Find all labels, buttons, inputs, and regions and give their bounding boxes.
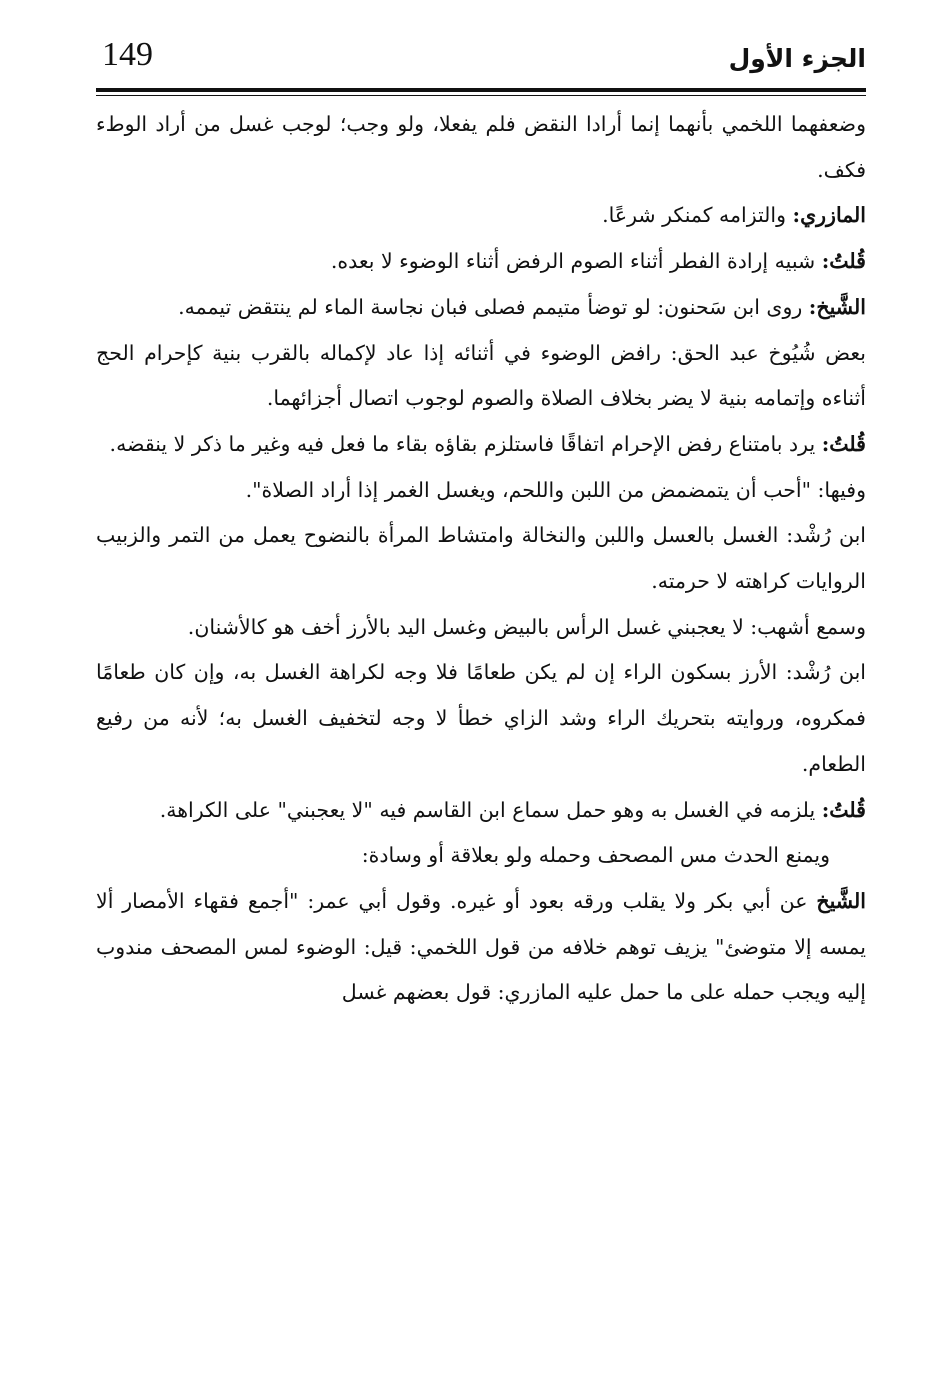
paragraph [96, 605, 866, 651]
document-page [96, 30, 866, 1016]
paragraph-text: ويمنع الحدث مس المصحف وحمله ولو بعلاقة أو وسادة: [361, 843, 830, 868]
paragraph-text: عن أبي بكر ولا يقلب ورقه بعود أو غيره. وقول أبي عمر: "أجمع فقهاء الأمصار ألا يمسه إلا متوضئ" يزيف توهم خلافه من قول اللخمي: قيل: الوضوء لمس المصحف مندوب إليه ويجب حمله على ما حمل عليه المازري: قول بعضهم غسل [96, 888, 866, 1005]
paragraph-lead: قُلتُ: [821, 431, 866, 456]
paragraph [96, 513, 866, 604]
paragraph-text: والتزامه كمنكر شرعًا. [602, 203, 793, 228]
paragraph [96, 102, 866, 193]
paragraph-text: بعض شُيُوخ عبد الحق: رافض الوضوء في أثنائه إذا عاد لإكماله بالقرب بنية كإحرام الحج أثناءه وإتمامه بنية لا يضر بخلاف الصلاة والصوم لوجوب اتصال أجزائهما. [96, 340, 866, 411]
paragraph-text: ابن رُشْد: الغسل بالعسل واللبن والنخالة وامتشاط المرأة بالنضوح يعمل من التمر والزبيب الروايات كراهته لا حرمته. [96, 523, 866, 594]
paragraph-text: وضعفهما اللخمي بأنهما إنما أرادا النقض فلم يفعلا، ولو وجب؛ لوجب غسل من أراد الوطء فكف. [96, 112, 866, 182]
paragraph-text: وفيها: "أحب أن يتمضمض من اللبن واللحم، ويغسل الغمر إذا أراد الصلاة". [245, 477, 866, 502]
page-header [96, 30, 866, 88]
paragraph-lead: الشَّيخ [816, 888, 866, 913]
header-rule-thin [96, 95, 866, 96]
paragraph [96, 239, 866, 285]
paragraph-text: يلزمه في الغسل به وهو حمل سماع ابن القاسم فيه "لا يعجبني" على الكراهة. [159, 797, 822, 822]
paragraph-lead: الشَّيخ: [808, 294, 866, 319]
paragraph [96, 879, 866, 1016]
paragraph [96, 468, 866, 514]
paragraph-lead: المازري: [792, 203, 866, 228]
running-title: الجزء الأول [728, 44, 866, 73]
paragraph-text: روى ابن سَحنون: لو توضأ متيمم فصلى فبان نجاسة الماء لم ينتقض تيممه. [178, 294, 809, 319]
paragraph [96, 788, 866, 834]
paragraph-lead: قُلتُ: [821, 249, 866, 274]
paragraph [96, 833, 866, 879]
paragraph [96, 650, 866, 787]
paragraph-text: وسمع أشهب: لا يعجبني غسل الرأس بالبيض وغسل اليد بالأرز أخف هو كالأشنان. [187, 614, 866, 639]
paragraph-text: ابن رُشْد: الأرز بسكون الراء إن لم يكن طعامًا فلا وجه لكراهة الغسل به، وإن كان طعامًا فمكروه، وروايته بتحريك الراء وشد الزاي خطأ لا وجه لتخفيف الغسل به؛ لأنه من رفيع الطعام. [96, 660, 866, 776]
page-number: 149 [102, 36, 153, 73]
body-text [96, 102, 866, 1016]
paragraph-lead: قُلتُ: [821, 797, 866, 822]
paragraph-text: شبيه إرادة الفطر أثناء الصوم الرفض أثناء الوضوء لا بعده. [330, 249, 822, 274]
paragraph [96, 422, 866, 468]
paragraph-text: يرد بامتناع رفض الإحرام اتفاقًا فاستلزم بقاؤه بقاء ما فعل فيه وغير ما ذكر لا ينقضه. [109, 431, 822, 456]
paragraph [96, 331, 866, 422]
paragraph [96, 193, 866, 239]
header-rule-thick [96, 88, 866, 92]
paragraph [96, 285, 866, 331]
